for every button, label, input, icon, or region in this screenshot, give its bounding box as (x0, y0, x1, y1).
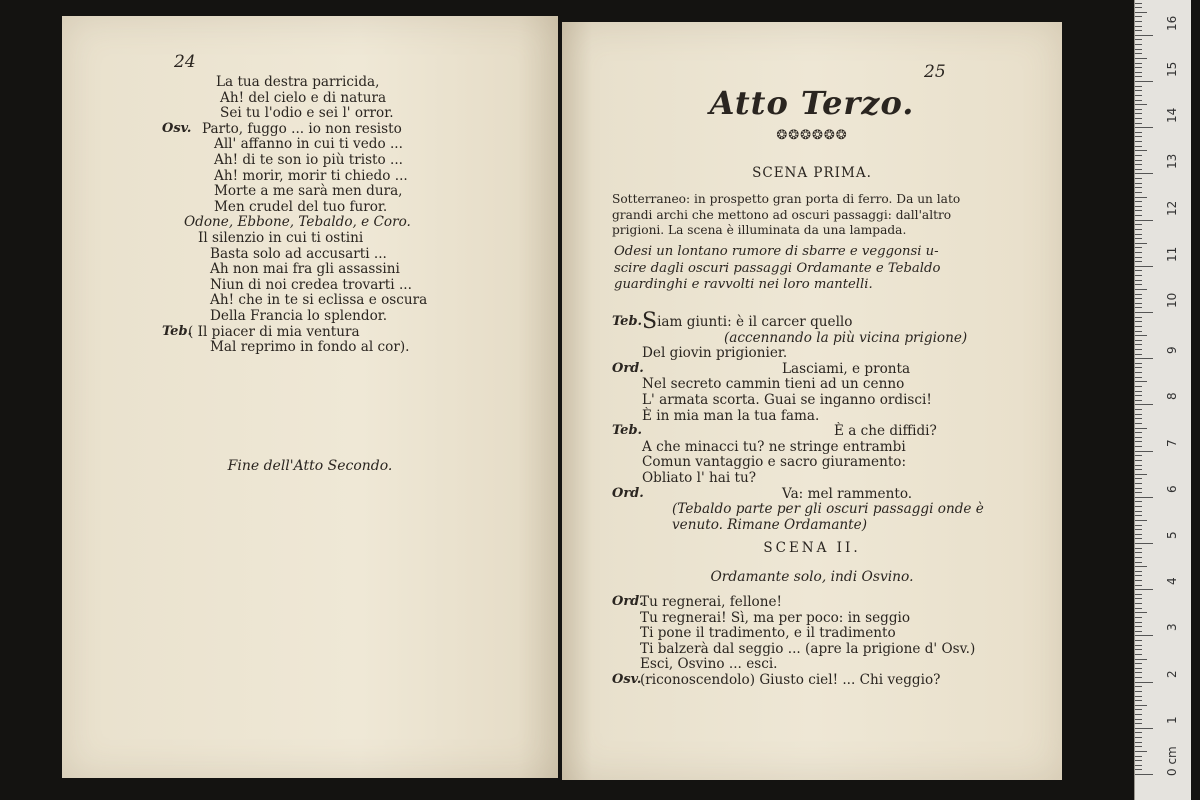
ruler-tick (1135, 261, 1142, 262)
ruler-tick (1135, 243, 1147, 244)
verse-text: La tua destra parricida, (216, 74, 380, 90)
ruler-tick (1135, 280, 1142, 281)
verse-text: Ah! di te son io più tristo ... (214, 152, 403, 168)
ruler-tick (1135, 585, 1142, 586)
ruler-label: 3 (1165, 623, 1179, 632)
dialogue-text: Nel secreto cammin tieni ad un cenno (642, 376, 905, 393)
ruler-tick (1135, 525, 1142, 526)
ruler-tick (1135, 460, 1142, 461)
ruler-tick (1135, 677, 1142, 678)
speaker-label: Teb. (162, 323, 193, 339)
ruler-tick (1135, 497, 1153, 498)
verse-text: Sei tu l'odio e sei l' orror. (220, 105, 394, 122)
ruler-tick (1135, 104, 1147, 105)
ruler-tick (1135, 742, 1142, 743)
verse-line (214, 168, 408, 184)
ruler-tick (1135, 714, 1142, 715)
ruler-tick (1135, 72, 1142, 73)
verse-line (210, 261, 400, 277)
ruler-label: 15 (1165, 61, 1179, 77)
ruler-tick (1135, 446, 1142, 447)
ruler-tick (1135, 331, 1142, 332)
ruler-tick (1135, 30, 1142, 31)
ruler-tick (1135, 682, 1153, 683)
ruler-tick (1135, 298, 1142, 299)
ruler-tick (1135, 354, 1142, 355)
dialogue-line (642, 345, 787, 361)
ruler-label: 11 (1165, 246, 1179, 262)
dialogue-line (672, 517, 867, 533)
ruler-tick (1135, 386, 1142, 387)
ruler-tick (1135, 49, 1142, 50)
ruler-tick (1135, 257, 1142, 258)
ruler-tick (1135, 659, 1147, 660)
ruler-tick (1135, 340, 1142, 341)
ruler-tick (1135, 58, 1147, 59)
ruler-tick (1135, 3, 1142, 4)
ruler-tick (1135, 12, 1147, 13)
ruler-tick (1135, 127, 1153, 128)
ruler-tick (1135, 215, 1142, 216)
measurement-ruler (1134, 0, 1191, 800)
dialogue-text: È in mia man la tua fama. (642, 407, 820, 424)
dialogue-line (612, 594, 782, 610)
ruler-tick (1135, 358, 1153, 359)
verse-text: Ah! che in te si eclissa e oscura (210, 292, 428, 309)
ruler-tick (1135, 723, 1142, 724)
ruler-tick (1135, 562, 1142, 563)
ruler-tick (1135, 349, 1142, 350)
ruler-tick (1135, 478, 1142, 479)
verse-text: Ah non mai fra gli assassini (210, 261, 400, 278)
speaker-label: Osv. (162, 120, 192, 136)
ruler-tick (1135, 538, 1142, 539)
ruler-tick (1135, 575, 1142, 576)
ruler-tick (1135, 294, 1142, 295)
dialogue-line (612, 360, 911, 377)
dialogue-text: venuto. Rimane Ordamante) (672, 516, 867, 533)
ruler-tick (1135, 197, 1147, 198)
verse-text: Parto, fuggo ... io non resisto (202, 120, 402, 137)
verse-text: Men crudel del tuo furor. (214, 198, 388, 215)
verse-text: Il silenzio in cui ti ostini (198, 230, 364, 246)
ruler-tick (1135, 732, 1142, 733)
ruler-label: 10 (1165, 292, 1179, 308)
stage-direction-line: Odesi un lontano rumore di sbarre e veggonsi u- (614, 244, 939, 259)
ruler-tick (1135, 543, 1153, 544)
ruler-tick (1135, 626, 1142, 627)
ruler-tick (1135, 335, 1147, 336)
stage-direction-line: Sotterraneo: in prospetto gran porta di ferro. Da un lato (612, 192, 961, 206)
scene-two-subtitle: Ordamante solo, indi Osvino. (710, 569, 914, 585)
ruler-tick (1135, 160, 1142, 161)
ruler-tick (1135, 691, 1142, 692)
ruler-tick (1135, 548, 1142, 549)
ruler-tick (1135, 603, 1142, 604)
ruler-tick (1135, 275, 1142, 276)
ruler-label: 8 (1165, 392, 1179, 401)
verse-line (214, 199, 387, 215)
verse-line (162, 323, 360, 340)
dialogue-line (642, 392, 932, 408)
verse-line (216, 74, 379, 90)
dialogue-line (672, 501, 984, 517)
dialogue-text: Tu regnerai, fellone! (640, 594, 782, 610)
ruler-tick (1135, 552, 1142, 553)
dialogue-text: Comun vantaggio e sacro giuramento: (642, 454, 907, 471)
dialogue-text: A che minacci tu? ne stringe entrambi (642, 438, 906, 455)
ruler-tick (1135, 238, 1142, 239)
ruler-tick (1135, 400, 1142, 401)
ruler-tick (1135, 756, 1142, 757)
ruler-tick (1135, 363, 1142, 364)
ruler-tick (1135, 266, 1153, 267)
ruler-tick (1135, 109, 1142, 110)
verse-line (162, 120, 402, 137)
act-title: Atto Terzo. (709, 84, 915, 122)
dialogue-text: Esci, Osvino ... esci. (640, 656, 778, 673)
ruler-tick (1135, 511, 1142, 512)
verse-text: Niun di noi credea trovarti ... (210, 276, 412, 293)
ruler-label: 1 (1165, 716, 1179, 724)
speaker-label: Osv. (612, 672, 642, 687)
ruler-tick (1135, 100, 1142, 101)
speaker-label: Teb. (612, 314, 643, 329)
ruler-label: 0 cm (1165, 746, 1179, 776)
ruler-tick (1135, 765, 1142, 766)
stage-direction-line: prigioni. La scena è illuminata da una lampada. (612, 223, 907, 237)
ruler-label: 7 (1165, 438, 1179, 447)
dialogue-line (640, 656, 778, 672)
ruler-tick (1135, 326, 1142, 327)
ruler-tick (1135, 728, 1153, 729)
dialogue-line (612, 672, 941, 688)
verse-text: All' affanno in cui ti vedo ... (214, 136, 403, 153)
scene-two-heading: SCENA II. (763, 540, 861, 556)
speaker-label: Ord. (612, 594, 644, 609)
ruler-tick (1135, 686, 1142, 687)
ruler-tick (1135, 598, 1142, 599)
verse-text: Della Francia lo splendor. (210, 308, 388, 324)
ruler-tick (1135, 534, 1142, 535)
ruler-tick (1135, 132, 1142, 133)
ruler-tick (1135, 201, 1142, 202)
ruler-tick (1135, 492, 1142, 493)
ruler-tick (1135, 455, 1142, 456)
ruler-tick (1135, 469, 1142, 470)
speaker-label: Ord. (612, 485, 644, 501)
dialogue-text: Del giovin prigionier. (642, 345, 788, 362)
ruler-tick (1135, 557, 1142, 558)
dialogue-text: Ti balzerà dal seggio ... (apre la prigione d' Osv.) (640, 640, 976, 657)
dialogue-text: (accennando la più vicina prigione) (724, 329, 968, 346)
verse-text: Basta solo ad accusarti ... (210, 245, 387, 262)
ruler-tick (1135, 150, 1147, 151)
dialogue-line (640, 625, 896, 641)
verse-line (214, 136, 403, 152)
page-number-left: 24 (174, 52, 196, 72)
ruler-tick (1135, 210, 1142, 211)
ruler-tick (1135, 90, 1142, 91)
ruler-tick (1135, 303, 1142, 304)
ruler-tick (1135, 617, 1142, 618)
dialogue-text: iam giunti: è il carcer quello (657, 314, 853, 330)
ruler-tick (1135, 506, 1142, 507)
verse-line (210, 246, 387, 262)
ruler-label: 5 (1165, 531, 1179, 539)
dialogue-line (640, 610, 910, 626)
ruler-label: 2 (1165, 669, 1179, 678)
dialogue-line (642, 376, 904, 392)
ruler-tick (1135, 229, 1142, 230)
stage-direction-line: scire dagli oscuri passaggi Ordamante e Tebaldo (614, 260, 941, 276)
ruler-tick (1135, 404, 1153, 405)
ruler-tick (1135, 594, 1142, 595)
dialogue-line (642, 454, 906, 470)
ruler-tick (1135, 737, 1142, 738)
ruler-tick (1135, 307, 1142, 308)
ruler-tick (1135, 488, 1142, 489)
ruler-tick (1135, 317, 1142, 318)
ruler-tick (1135, 769, 1142, 770)
dialogue-text: Ti pone il tradimento, e il tradimento (640, 625, 896, 642)
ruler-tick (1135, 719, 1142, 720)
ruler-tick (1135, 612, 1147, 613)
verse-text: ( Il piacer di mia ventura (188, 323, 360, 340)
ruler-tick (1135, 668, 1142, 669)
ruler-tick (1135, 395, 1142, 396)
ruler-tick (1135, 566, 1147, 567)
ruler-tick (1135, 220, 1153, 221)
ruler-tick (1135, 67, 1142, 68)
ruler-label: 9 (1165, 346, 1179, 355)
dialogue-text: Tu regnerai! Sì, ma per poco: in seggio (640, 609, 911, 626)
ruler-tick (1135, 700, 1142, 701)
ruler-tick (1135, 649, 1142, 650)
ruler-tick (1135, 81, 1153, 82)
dialogue-text: (Tebaldo parte per gli oscuri passaggi onde è (672, 501, 984, 518)
ruler-tick (1135, 7, 1142, 8)
ruler-tick (1135, 465, 1142, 466)
ruler-tick (1135, 520, 1147, 521)
left-page (62, 16, 558, 778)
ruler-tick (1135, 437, 1142, 438)
ruler-tick (1135, 631, 1142, 632)
ruler-tick (1135, 483, 1142, 484)
ruler-tick (1135, 321, 1142, 322)
verse-text: Odone, Ebbone, Tebaldo, e Coro. (184, 214, 411, 231)
ruler-label: 16 (1165, 15, 1179, 31)
dialogue-line (612, 485, 913, 502)
ruler-label: 12 (1165, 200, 1179, 216)
ruler-tick (1135, 645, 1142, 646)
ruler-tick (1135, 289, 1147, 290)
verse-text: Ah! morir, morir ti chiedo ... (214, 167, 408, 184)
ruler-tick (1135, 113, 1142, 114)
ruler-tick (1135, 760, 1142, 761)
ruler-tick (1135, 622, 1142, 623)
ruler-tick (1135, 451, 1153, 452)
right-page (562, 22, 1062, 780)
dialogue-line (724, 330, 967, 346)
speaker-label: Ord. (612, 360, 644, 376)
verse-line (210, 277, 412, 293)
ruler-tick (1135, 178, 1142, 179)
ruler-tick (1135, 705, 1147, 706)
speaker-label: Teb. (612, 423, 643, 439)
ruler-tick (1135, 372, 1142, 373)
ruler-tick (1135, 192, 1142, 193)
dialogue-line (642, 470, 756, 486)
scene-one-heading: SCENA PRIMA. (752, 165, 872, 181)
ruler-tick (1135, 501, 1142, 502)
ruler-tick (1135, 123, 1142, 124)
dialogue-text: L' armata scorta. Guai se inganno ordisci! (642, 392, 932, 408)
dialogue-text: (riconoscendolo) Giusto ciel! ... Chi veggio? (640, 672, 941, 688)
ornament-divider: ❂❂❂❂❂❂ (776, 128, 848, 143)
stage-direction-line: guardinghi e ravvolti nei loro mantelli. (614, 277, 873, 292)
ruler-label: 6 (1165, 485, 1179, 493)
dialogue-line (612, 309, 853, 334)
dialogue-line (642, 408, 819, 424)
ruler-tick (1135, 709, 1142, 710)
ruler-tick (1135, 367, 1142, 368)
ruler-tick (1135, 663, 1142, 664)
ruler-tick (1135, 571, 1142, 572)
ruler-tick (1135, 146, 1142, 147)
ruler-tick (1135, 312, 1153, 313)
ruler-tick (1135, 409, 1142, 410)
dialogue-text: Va: mel rammento. (782, 485, 913, 502)
ruler-tick (1135, 39, 1142, 40)
dialogue-line (612, 423, 937, 440)
act-end-note: Fine dell'Atto Secondo. (227, 458, 393, 474)
ruler-tick (1135, 164, 1142, 165)
ruler-tick (1135, 16, 1142, 17)
ruler-tick (1135, 589, 1153, 590)
verse-line (210, 339, 409, 355)
ruler-label: 13 (1165, 154, 1179, 170)
ruler-tick (1135, 774, 1153, 775)
dialogue-text: Lasciami, e pronta (782, 360, 911, 377)
ruler-tick (1135, 86, 1142, 87)
verse-line (214, 183, 403, 199)
verse-line (220, 105, 394, 121)
verse-line (220, 90, 386, 106)
ruler-tick (1135, 187, 1142, 188)
ruler-tick (1135, 224, 1142, 225)
ruler-tick (1135, 654, 1142, 655)
ruler-tick (1135, 428, 1147, 429)
dialogue-line (642, 439, 906, 455)
ruler-tick (1135, 76, 1142, 77)
ruler-tick (1135, 95, 1142, 96)
ruler-tick (1135, 169, 1142, 170)
ruler-tick (1135, 608, 1142, 609)
ruler-tick (1135, 344, 1142, 345)
ruler-tick (1135, 441, 1142, 442)
ruler-label: 14 (1165, 107, 1179, 124)
ruler-tick (1135, 173, 1153, 174)
ruler-tick (1135, 206, 1142, 207)
ruler-tick (1135, 118, 1142, 119)
ruler-tick (1135, 418, 1142, 419)
ruler-tick (1135, 635, 1153, 636)
ruler-tick (1135, 432, 1142, 433)
ruler-tick (1135, 183, 1142, 184)
verse-text: Mal reprimo in fondo al cor). (210, 339, 410, 356)
ruler-tick (1135, 529, 1142, 530)
dialogue-line (640, 641, 975, 657)
ruler-tick (1135, 284, 1142, 285)
dialogue-text: Obliato l' hai tu? (642, 470, 757, 486)
ruler-tick (1135, 381, 1147, 382)
ruler-tick (1135, 53, 1142, 54)
ruler-label: 4 (1165, 577, 1179, 586)
verse-line (210, 292, 427, 308)
ruler-tick (1135, 515, 1142, 516)
ruler-tick (1135, 746, 1142, 747)
verse-line (210, 308, 387, 324)
verse-line (198, 230, 363, 246)
ruler-tick (1135, 270, 1142, 271)
ruler-tick (1135, 474, 1147, 475)
ruler-tick (1135, 44, 1142, 45)
ruler-tick (1135, 414, 1142, 415)
verse-line (184, 214, 411, 230)
ruler-tick (1135, 141, 1142, 142)
verse-line (214, 152, 403, 168)
ruler-tick (1135, 377, 1142, 378)
ruler-tick (1135, 640, 1142, 641)
ruler-tick (1135, 672, 1142, 673)
ruler-tick (1135, 234, 1142, 235)
ruler-tick (1135, 696, 1142, 697)
ruler-tick (1135, 391, 1142, 392)
ruler-tick (1135, 136, 1142, 137)
dialogue-text: È a che diffidi? (834, 423, 937, 440)
ruler-tick (1135, 247, 1142, 248)
ruler-tick (1135, 35, 1153, 36)
ruler-tick (1135, 21, 1142, 22)
ruler-tick (1135, 423, 1142, 424)
ruler-tick (1135, 580, 1142, 581)
drop-initial: S (642, 309, 658, 334)
stage-direction-line: grandi archi che mettono ad oscuri passaggi: dall'altro (612, 207, 952, 222)
ruler-tick (1135, 63, 1142, 64)
verse-text: Morte a me sarà men dura, (214, 183, 403, 200)
page-number-right: 25 (924, 62, 946, 82)
ruler-tick (1135, 26, 1142, 27)
ruler-tick (1135, 252, 1142, 253)
ruler-tick (1135, 751, 1147, 752)
verse-text: Ah! del cielo e di natura (220, 89, 387, 106)
ruler-tick (1135, 155, 1142, 156)
